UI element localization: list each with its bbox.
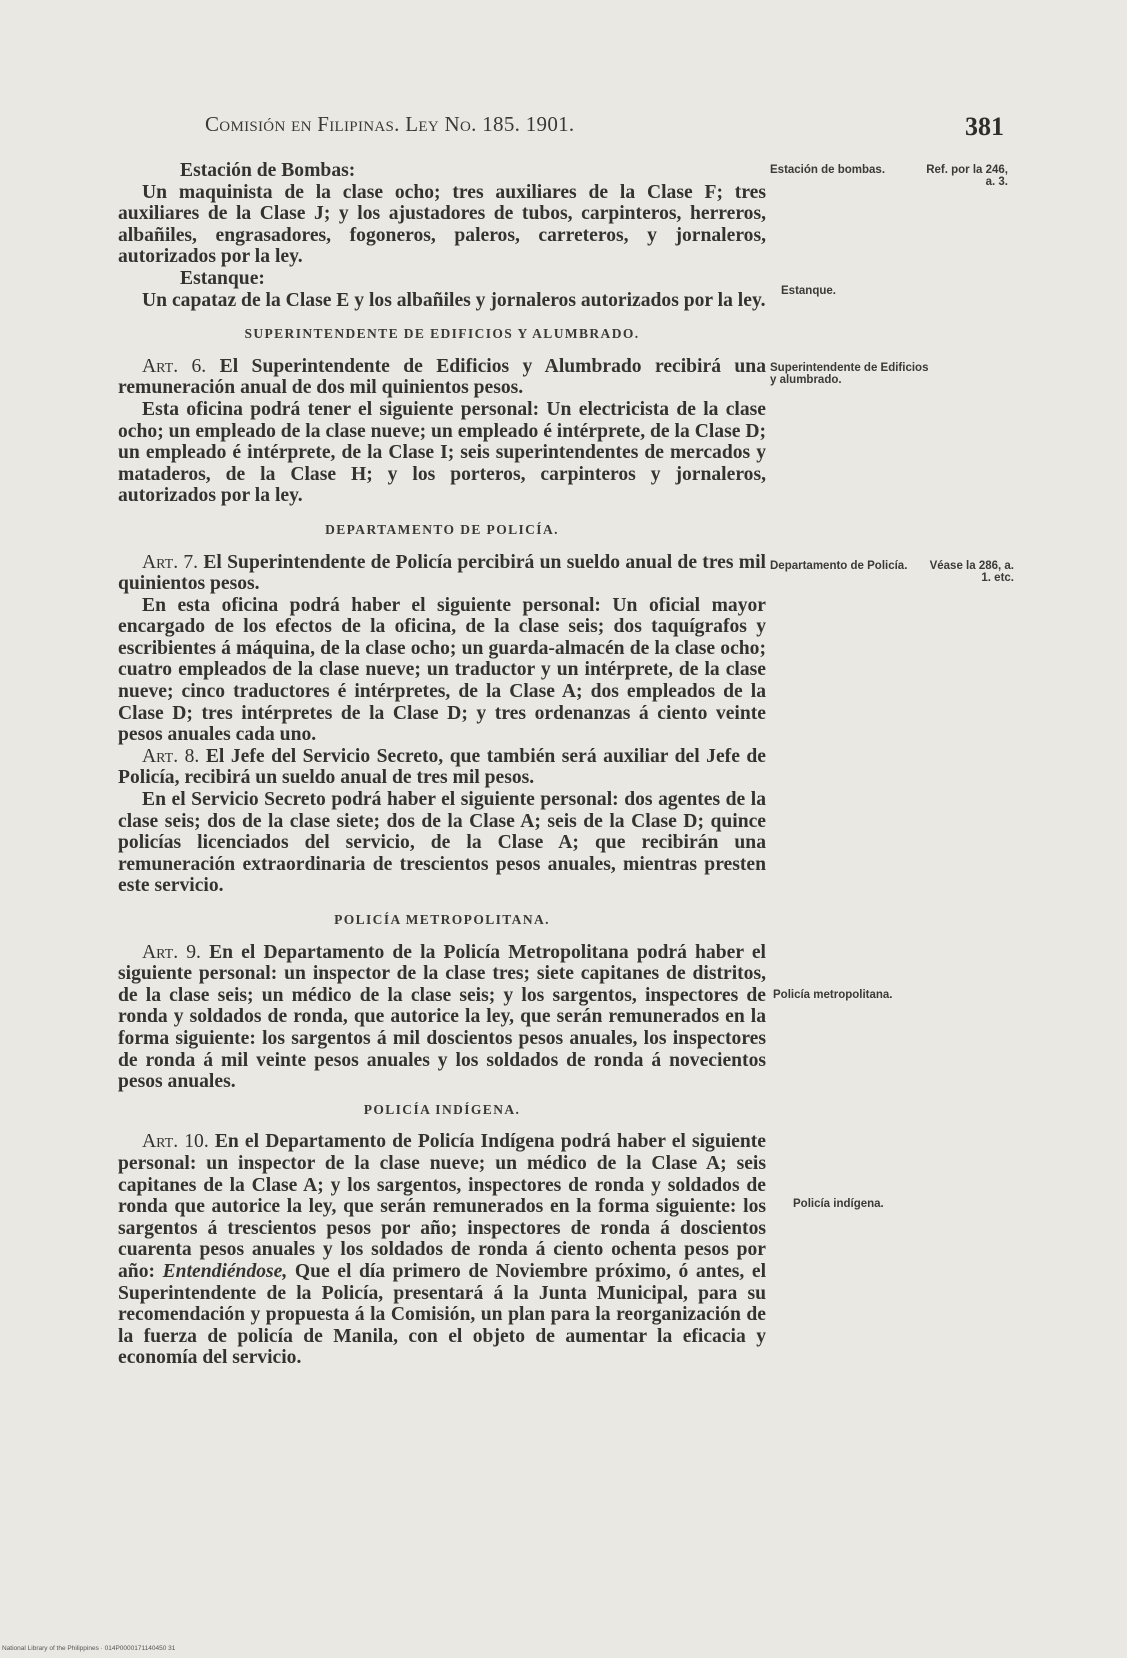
section-heading-indigena: POLICÍA INDÍGENA. — [363, 1101, 521, 1117]
article-10-italic: Entendiéndose, — [162, 1260, 288, 1282]
article-6-text: El Superintendente de Edificios y Alumbrado recibirá una remuneración anual de dos mil quinientos pesos. — [118, 355, 766, 399]
estanque-heading: Estanque: — [180, 267, 265, 289]
article-6 — [118, 356, 766, 399]
section-heading-metropolitana: POLICÍA METROPOLITANA. — [334, 912, 550, 927]
scan-footer: National Library of the Philippines · 014P0000171140450 31 — [2, 1645, 176, 1652]
page-number: 381 — [965, 112, 1004, 141]
article-6-label: Art. 6. — [142, 355, 207, 377]
article-9 — [118, 942, 766, 1093]
estacion-paragraph: Un maquinista de la clase ocho; tres auxiliares de la Clase F; tres auxiliares de la Clase J; y los ajustadores de tubos, carpinteros, herreros, albañiles, engrasadores, fogoneros, paleros, carreteros, y jornaleros, autorizados por la ley. — [118, 181, 766, 268]
estacion-heading: Estación de Bombas: — [180, 160, 356, 181]
article-8-text: El Jefe del Servicio Secreto, que también será auxiliar del Jefe de Policía, recibirá un sueldo anual de tres mil pesos. — [118, 745, 766, 789]
article-7 — [118, 552, 766, 595]
margin-note-indigena: Policía indígena. — [793, 1198, 884, 1210]
section-heading-policia: DEPARTAMENTO DE POLICÍA. — [325, 521, 559, 537]
article-9-label: Art. 9. — [142, 941, 201, 963]
margin-note-estanque: Estanque. — [781, 285, 836, 297]
margin-note-superintendente: Superintendente de Edificios y alumbrado. — [770, 362, 929, 386]
article-10-label: Art. 10. — [142, 1131, 209, 1153]
margin-note-estacion: Estación de bombas. — [770, 164, 886, 176]
margin-note-metropolitana: Policía metropolitana. — [773, 989, 893, 1001]
article-10-rest: Que el día primero de Noviembre próximo, ó antes, el Superintendente de la Policía, presentará á la Junta Municipal, para su recomendación y propuesta á la Comisión, un plan para la reorganización de la fuerza de policía de Manila, con el objeto de aumentar la eficacia y economía del servicio. — [118, 1260, 767, 1369]
article-8-label: Art. 8. — [142, 745, 200, 767]
article-8-paragraph-2: En el Servicio Secreto podrá haber el siguiente personal: dos agentes de la clase seis; dos de la clase siete; dos de la Clase A; seis de la Clase D; quince policías licenciados del servicio, de la Clase A; que recibirán una remuneración extraordinaria de trescientos pesos anuales, mientras presten este servicio. — [118, 789, 766, 897]
margin-note-vease-286: Véase la 286, a. 1. etc. — [929, 560, 1014, 584]
running-head: Comisión en Filipinas. Ley No. 185. 1901. — [205, 112, 575, 136]
margin-note-ref-246: Ref. por la 246, a. 3. — [926, 164, 1008, 188]
article-7-label: Art. 7. — [142, 551, 199, 573]
article-7-text: El Superintendente de Policía percibirá un sueldo anual de tres mil quinientos pesos. — [118, 551, 766, 595]
main-text — [118, 160, 766, 1369]
article-7-paragraph-2: En esta oficina podrá haber el siguiente personal: Un oficial mayor encargado de los efectos de la oficina, de la clase seis; dos taquígrafos y escribientes á máquina, de la clase ocho; un guarda-almacén de la clase ocho; cuatro empleados de la clase nueve; un traductor y un intérprete, de la clase nueve; cinco traductores é intérpretes, de la Clase A; dos empleados de la Clase D; tres intérpretes de la Clase D; y tres ordenanzas á ciento veinte pesos anuales cada uno. — [118, 594, 766, 746]
article-10 — [118, 1131, 766, 1369]
article-9-text: En el Departamento de la Policía Metropolitana podrá haber el siguiente personal: un inspector de la clase tres; siete capitanes de distritos, de la clase seis; un médico de la clase seis; y los sargentos, inspectores de ronda y soldados de ronda, que autorice la ley, que serán remunerados en la forma siguiente: los sargentos á mil doscientos pesos anuales, los inspectores de ronda á mil veinte pesos anuales y los soldados de ronda á novecientos pesos anuales. — [118, 941, 766, 1093]
article-8 — [118, 746, 766, 789]
estanque-paragraph: Un capataz de la Clase E y los albañiles y jornaleros autorizados por la ley. — [142, 289, 766, 311]
article-6-paragraph-2: Esta oficina podrá tener el siguiente personal: Un electricista de la clase ocho; un empleado de la clase nueve; un empleado é intérprete, de la Clase D; un empleado é intérprete, de la Clase I; seis superintendentes de mercados y mataderos, de la Clase H; y los porteros, carpinteros y jornaleros, autorizados por la ley. — [118, 398, 766, 507]
section-heading-superintendente: SUPERINTENDENTE DE EDIFICIOS Y ALUMBRADO. — [244, 326, 640, 342]
article-10-text: En el Departamento de Policía Indígena podrá haber el siguiente personal: un inspector de la clase nueve; un médico de la Clase A; seis capitanes de la Clase A; y los sargentos, inspectores de ronda y soldados de ronda que autorice la ley, que serán remunerados en la forma siguiente: los sargentos á trescientos pesos por año; inspectores de ronda á doscientos cuarenta pesos anuales y los soldados de ronda á ciento ochenta pesos por año: — [118, 1131, 766, 1282]
margin-note-departamento: Departamento de Policía. — [770, 560, 908, 572]
